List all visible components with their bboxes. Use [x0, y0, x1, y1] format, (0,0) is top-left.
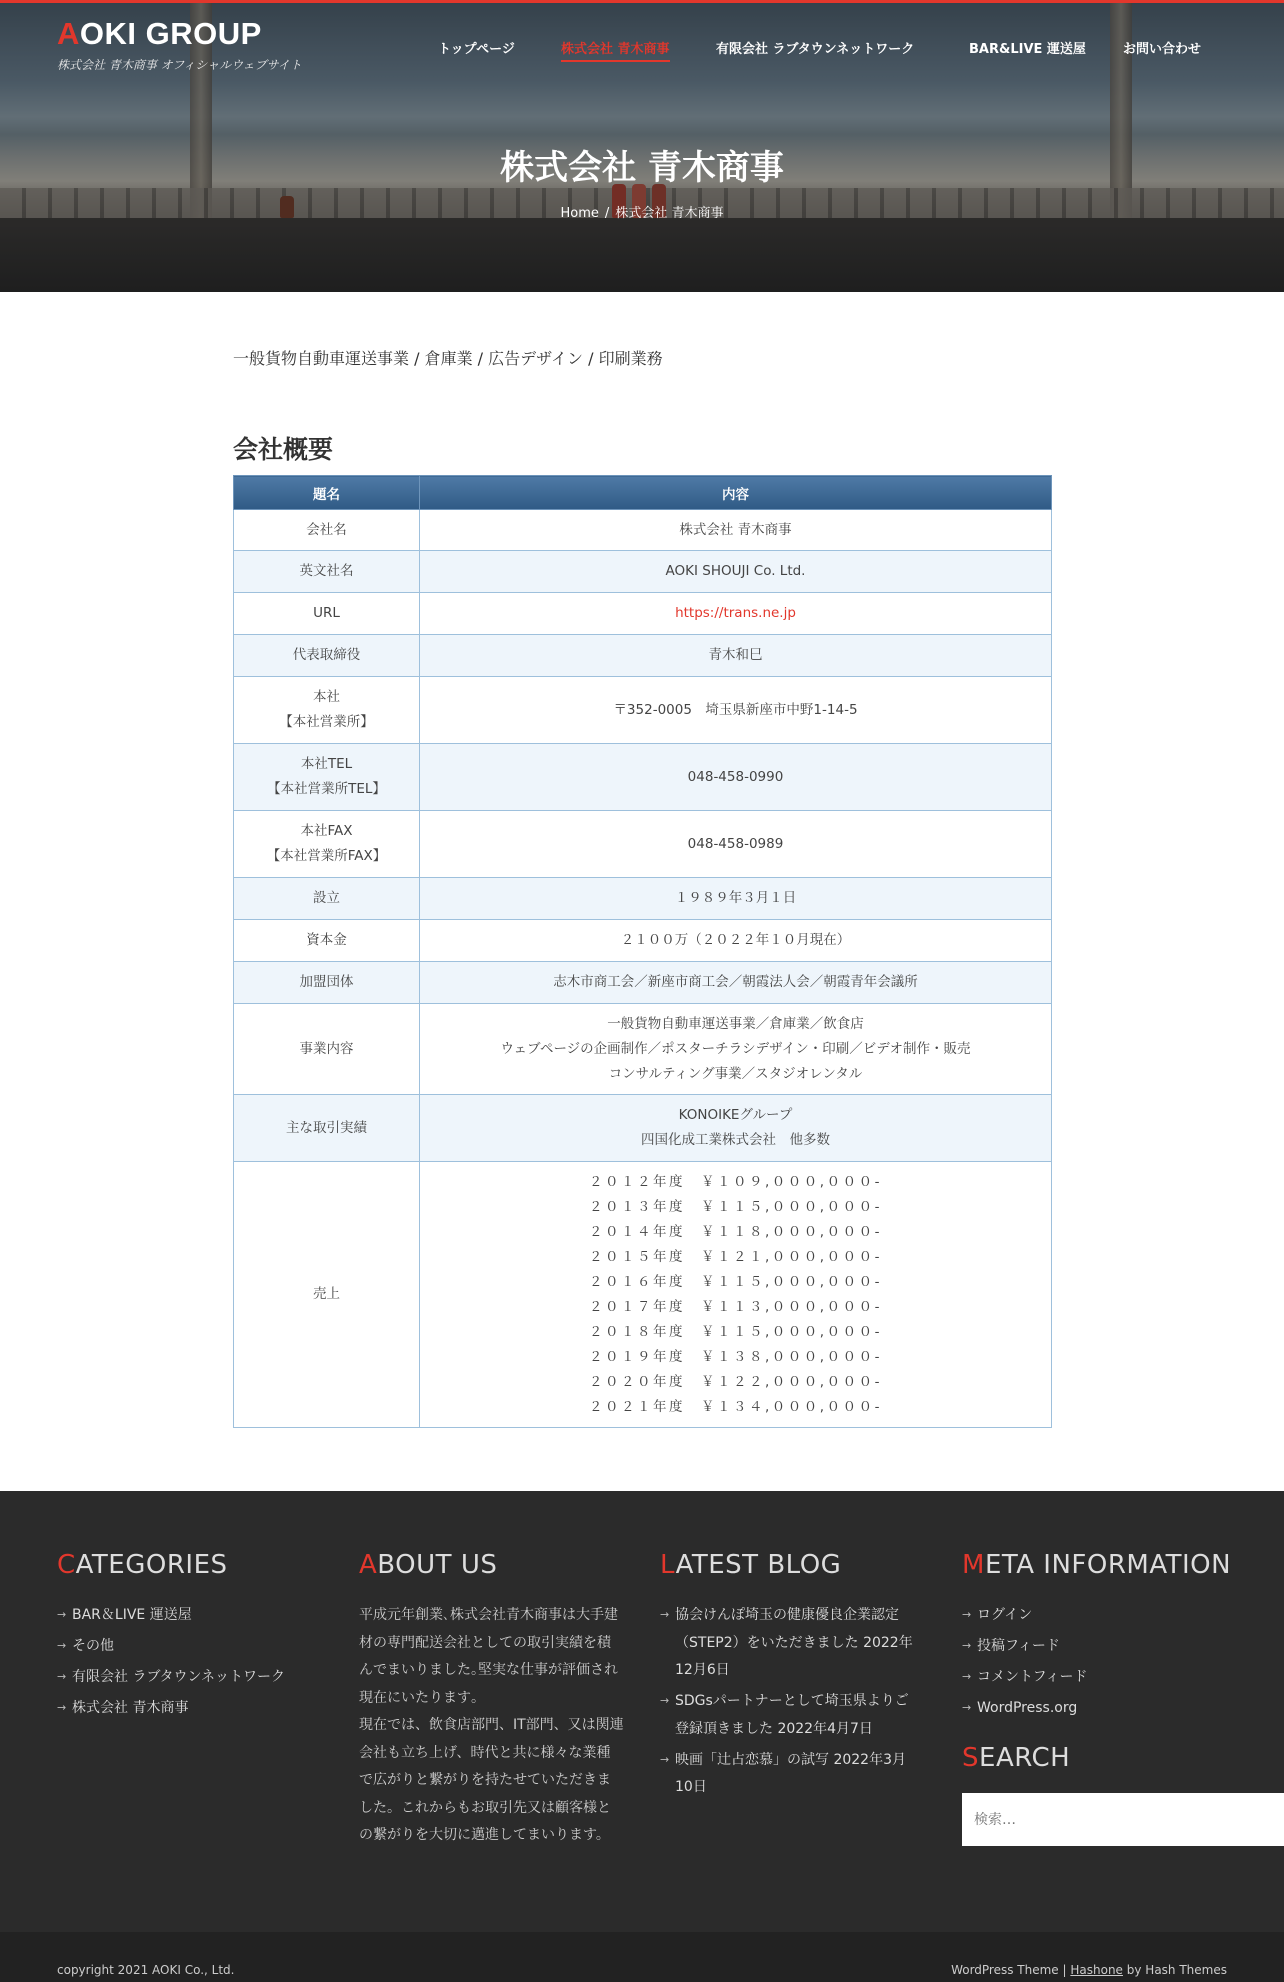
row-value — [420, 1095, 1052, 1162]
sales-line: ２０１３年度 ￥１１５,０００,０００- — [589, 1198, 882, 1215]
category-link[interactable]: → 有限会社 ラブタウンネットワーク — [57, 1664, 285, 1692]
business-lead: 一般貨物自動車運送事業 / 倉庫業 / 広告デザイン / 印刷業務 — [233, 349, 663, 368]
row-value-text: コンサルティング事業／スタジオレンタル — [608, 1065, 863, 1082]
site-title-rest: OKI GROUP — [79, 16, 262, 51]
row-value — [420, 593, 1052, 635]
table-body — [234, 510, 1052, 1428]
row-key-text: 加盟団体 — [299, 974, 354, 990]
row-key-text: 【本社営業所TEL】 — [267, 781, 386, 797]
row-key-text: 【本社営業所】 — [279, 714, 374, 730]
categories-list — [57, 1602, 285, 1723]
url-link[interactable]: https://trans.ne.jp — [675, 605, 796, 621]
table-row — [234, 593, 1052, 635]
table-row — [234, 551, 1052, 593]
breadcrumb-current: 株式会社 青木商事 — [615, 206, 724, 221]
row-value-text: 一般貨物自動車運送事業／倉庫業／飲食店 — [607, 1015, 864, 1032]
row-key — [234, 635, 420, 677]
row-key — [234, 551, 420, 593]
meta-link[interactable]: → ログイン — [962, 1602, 1231, 1630]
table-row — [234, 744, 1052, 811]
blog-list — [660, 1602, 922, 1802]
site-brand[interactable] — [57, 16, 302, 73]
theme-credit — [951, 1963, 1227, 1977]
footer-categories — [57, 1550, 285, 1726]
footer-about — [359, 1550, 624, 1850]
heading-rest: EARCH — [979, 1743, 1071, 1773]
categories-heading — [57, 1550, 285, 1580]
category-link[interactable]: → その他 — [57, 1633, 285, 1661]
row-value-text: KONOIKEグループ — [678, 1107, 793, 1123]
heading-first-letter: L — [660, 1550, 676, 1580]
sales-line: ２０１２年度 ￥１０９,０００,０００- — [589, 1173, 882, 1190]
row-value — [420, 635, 1052, 677]
meta-list — [962, 1602, 1231, 1723]
breadcrumb-separator: / — [604, 206, 610, 221]
row-key-text: 本社FAX — [300, 823, 353, 839]
row-key-text: 主な取引実績 — [286, 1119, 367, 1136]
heading-rest: ETA INFORMATION — [984, 1550, 1232, 1580]
row-key — [234, 920, 420, 962]
site-title-first-letter: A — [57, 16, 80, 51]
category-link[interactable]: → 株式会社 青木商事 — [57, 1695, 285, 1723]
row-key-text: URL — [313, 605, 340, 621]
table-row — [234, 1004, 1052, 1095]
row-value — [420, 744, 1052, 811]
row-value-text: 〒352-0005 埼玉県新座市中野1-14-5 — [613, 701, 858, 718]
heading-rest: BOUT US — [377, 1550, 498, 1580]
breadcrumb-home[interactable]: Home — [560, 206, 599, 221]
table-header-key: 題名 — [234, 476, 420, 510]
row-key-text: 会社名 — [306, 521, 347, 538]
row-value — [420, 677, 1052, 744]
row-key-text: 設立 — [313, 890, 340, 906]
sales-line: ２０２０年度 ￥１２２,０００,０００- — [589, 1373, 882, 1390]
footer-meta — [962, 1550, 1231, 1726]
row-key — [234, 811, 420, 878]
table-row — [234, 1095, 1052, 1162]
row-value-text: 四国化成工業株式会社 他多数 — [641, 1132, 830, 1148]
row-key — [234, 744, 420, 811]
sales-line: ２０１７年度 ￥１１３,０００,０００- — [589, 1298, 882, 1315]
sales-line: ２０１５年度 ￥１２１,０００,０００- — [589, 1248, 882, 1265]
copyright: copyright 2021 AOKI Co., Ltd. — [57, 1963, 235, 1977]
row-value-text: AOKI SHOUJI Co. Ltd. — [665, 563, 806, 579]
footer-search — [962, 1743, 1070, 1773]
sales-line: ２０１９年度 ￥１３８,０００,０００- — [589, 1348, 882, 1365]
breadcrumb — [0, 202, 1284, 221]
company-profile-table — [233, 475, 1052, 1428]
row-key — [234, 593, 420, 635]
table-row — [234, 962, 1052, 1004]
row-key — [234, 1004, 420, 1095]
table-row — [234, 510, 1052, 551]
heading-rest: ATEST BLOG — [675, 1550, 842, 1580]
table-row — [234, 811, 1052, 878]
accent-line — [0, 0, 1284, 3]
heading-first-letter: S — [962, 1743, 980, 1773]
meta-link[interactable]: → WordPress.org — [962, 1695, 1231, 1723]
row-value — [420, 920, 1052, 962]
heading-first-letter: A — [359, 1550, 378, 1580]
row-key-text: 本社 — [313, 689, 340, 705]
row-key — [234, 878, 420, 920]
row-value-text: 青木和巳 — [708, 647, 763, 663]
row-value — [420, 811, 1052, 878]
table-row — [234, 878, 1052, 920]
heading-first-letter: M — [962, 1550, 985, 1580]
table-header-value: 内容 — [420, 476, 1052, 510]
about-text — [359, 1602, 624, 1850]
about-paragraph: 平成元年創業､株式会社青木商事は大手建材の専門配送会社としての取引実績を積んでまいりました｡堅実な仕事が評価され現在にいたります｡ — [359, 1607, 618, 1706]
row-value — [420, 551, 1052, 593]
row-value-text: ウェブページの企画制作／ポスターチラシデザイン・印刷／ビデオ制作・販売 — [500, 1040, 971, 1057]
row-key-text: 【本社営業所FAX】 — [266, 848, 387, 864]
site-tagline: 株式会社 青木商事 オフィシャルウェブサイト — [57, 58, 302, 72]
table-row — [234, 920, 1052, 962]
row-key-text: 本社TEL — [300, 756, 353, 772]
row-value-text: １９８９年３月１日 — [674, 890, 797, 906]
latest-blog-heading — [660, 1550, 922, 1580]
row-key-text: 事業内容 — [299, 1040, 354, 1057]
section-title: 会社概要 — [233, 435, 334, 464]
row-value — [420, 878, 1052, 920]
sales-line: ２０２１年度 ￥１３４,０００,０００- — [589, 1398, 882, 1415]
table-row — [234, 1162, 1052, 1428]
row-key — [234, 510, 420, 551]
heading-first-letter: C — [57, 1550, 76, 1580]
footer-latest-blog — [660, 1550, 922, 1805]
row-key-text: 資本金 — [306, 932, 347, 948]
sales-line: ２０１６年度 ￥１１５,０００,０００- — [589, 1273, 882, 1290]
row-value — [420, 510, 1052, 551]
row-value — [420, 1004, 1052, 1095]
row-value — [420, 1162, 1052, 1428]
credit-theme-link[interactable]: Hashone — [1070, 1963, 1123, 1977]
row-key — [234, 1162, 420, 1428]
sales-line: ２０１８年度 ￥１１５,０００,０００- — [589, 1323, 882, 1340]
about-paragraph: 現在では、飲食店部門、IT部門、又は関連会社も立ち上げ、時代と共に様々な業種で広がりと繋がりを持たせていただきました。これからもお取引先又は顧客様との繋がりを大切に邁進してまいります。 — [359, 1717, 624, 1843]
nav-item-aoki-shoji[interactable]: 株式会社 青木商事 — [561, 38, 670, 62]
table-row — [234, 677, 1052, 744]
blog-post-link[interactable]: → 映画「辻占恋慕」の試写 2022年3月10日 — [660, 1747, 922, 1802]
table-row — [234, 635, 1052, 677]
site-title[interactable] — [57, 16, 302, 52]
nav-item-bar-live[interactable]: BAR&LIVE 運送屋 — [969, 42, 1086, 57]
category-link[interactable]: → BAR＆LIVE 運送屋 — [57, 1602, 285, 1630]
row-value — [420, 962, 1052, 1004]
blog-post-link[interactable]: → 協会けんぽ埼玉の健康優良企業認定（STEP2）をいただきました 2022年12月6日 — [660, 1602, 922, 1685]
row-value-text: 048-458-0989 — [687, 835, 784, 852]
nav-item-love-town-network[interactable]: 有限会社 ラブタウンネットワーク — [716, 42, 915, 57]
search-input[interactable] — [962, 1793, 1284, 1846]
nav-item-contact[interactable]: お問い合わせ — [1123, 42, 1202, 57]
table-header-row — [234, 476, 1052, 510]
heading-rest: ATEGORIES — [75, 1550, 228, 1580]
credit-suffix: by Hash Themes — [1122, 1963, 1227, 1977]
page-title: 株式会社 青木商事 — [500, 148, 784, 188]
credit-prefix: WordPress Theme | — [951, 1963, 1071, 1977]
row-key-text: 英文社名 — [299, 563, 354, 579]
row-key-text: 売上 — [313, 1286, 340, 1302]
row-value-text: 048-458-0990 — [687, 768, 784, 785]
meta-link[interactable]: → コメントフィード — [962, 1664, 1231, 1692]
meta-link[interactable]: → 投稿フィード — [962, 1633, 1231, 1661]
row-key-text: 代表取締役 — [292, 647, 361, 663]
about-heading — [359, 1550, 624, 1580]
sales-line: ２０１４年度 ￥１１８,０００,０００- — [589, 1223, 882, 1240]
meta-heading — [962, 1550, 1231, 1580]
search-heading — [962, 1743, 1070, 1773]
nav-item-top[interactable]: トップページ — [438, 42, 515, 57]
row-key — [234, 962, 420, 1004]
blog-post-link[interactable]: → SDGsパートナーとして埼玉県よりご登録頂きました 2022年4月7日 — [660, 1688, 922, 1743]
row-key — [234, 1095, 420, 1162]
row-value-text: ２１００万（２０２２年１０月現在） — [620, 932, 851, 948]
row-key — [234, 677, 420, 744]
row-value-text: 株式会社 青木商事 — [679, 521, 792, 538]
row-value-text: 志木市商工会／新座市商工会／朝霞法人会／朝霞青年会議所 — [553, 974, 918, 990]
